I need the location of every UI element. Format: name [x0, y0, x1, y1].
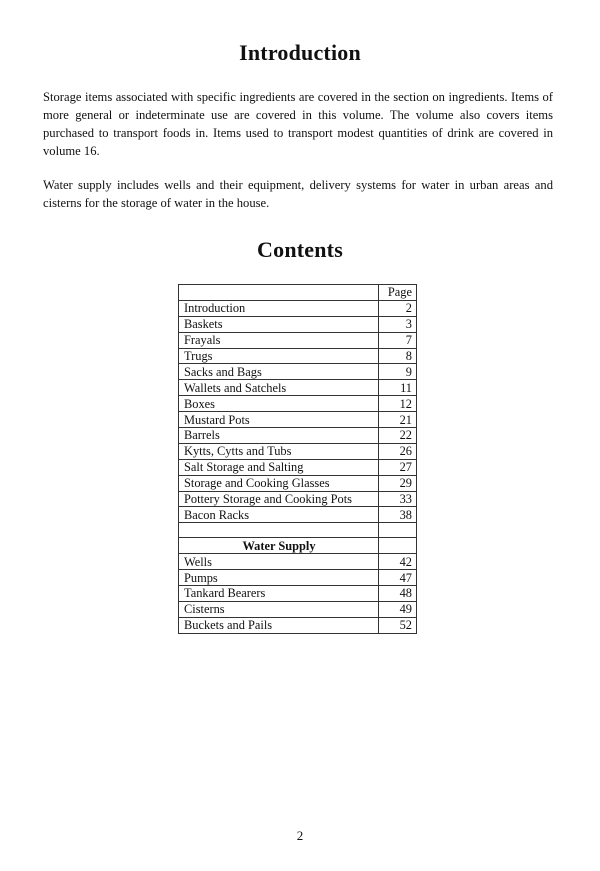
- entry-label: Barrels: [179, 428, 379, 444]
- contents-row: [179, 443, 417, 459]
- intro-paragraph-1: Storage items associated with specific ingredients are covered in the section on ingredients. Items of more general or indeterminate use are covered in this volume. The volume also covers items purchased to transport foods in. Items used to transport modest quantities of drink are covered in volume 16.: [43, 90, 553, 158]
- entry-label: Pumps: [179, 570, 379, 586]
- contents-row: [179, 459, 417, 475]
- contents-row: [179, 348, 417, 364]
- entry-page: 52: [379, 617, 417, 633]
- entry-label: Frayals: [179, 332, 379, 348]
- contents-header-blank: [179, 285, 379, 301]
- entry-page: 29: [379, 475, 417, 491]
- page-number: 2: [296, 828, 304, 843]
- section-heading: Water Supply: [179, 538, 379, 554]
- contents-row: [179, 412, 417, 428]
- entry-page: 33: [379, 491, 417, 507]
- intro-title: Introduction: [239, 40, 361, 65]
- entry-page: 42: [379, 554, 417, 570]
- entry-page: 49: [379, 601, 417, 617]
- entry-page: 3: [379, 316, 417, 332]
- entry-label: Bacon Racks: [179, 507, 379, 523]
- contents-row: [179, 396, 417, 412]
- contents-title: Contents: [257, 237, 343, 262]
- contents-row: [179, 380, 417, 396]
- contents-row: [179, 491, 417, 507]
- contents-row: [179, 316, 417, 332]
- contents-page-header: Page: [379, 285, 417, 301]
- contents-row: [179, 364, 417, 380]
- entry-page: 11: [379, 380, 417, 396]
- entry-label: Mustard Pots: [179, 412, 379, 428]
- contents-spacer-row: [179, 523, 417, 538]
- intro-paragraph-2: Water supply includes wells and their equipment, delivery systems for water in urban areas and cisterns for the storage of water in the house.: [43, 178, 553, 210]
- contents-row: [179, 475, 417, 491]
- entry-page: 27: [379, 459, 417, 475]
- entry-label: Baskets: [179, 316, 379, 332]
- entry-label: Trugs: [179, 348, 379, 364]
- entry-label: Wallets and Satchels: [179, 380, 379, 396]
- entry-page: 47: [379, 570, 417, 586]
- contents-row: [179, 428, 417, 444]
- contents-table: [178, 284, 417, 634]
- entry-page: 26: [379, 443, 417, 459]
- contents-row: [179, 617, 417, 633]
- entry-page: 9: [379, 364, 417, 380]
- contents-row: [179, 554, 417, 570]
- contents-row: [179, 570, 417, 586]
- entry-page: 21: [379, 412, 417, 428]
- entry-page: 8: [379, 348, 417, 364]
- entry-label: Sacks and Bags: [179, 364, 379, 380]
- entry-page: 7: [379, 332, 417, 348]
- entry-label: Buckets and Pails: [179, 617, 379, 633]
- entry-label: Tankard Bearers: [179, 586, 379, 602]
- section-heading-row: [179, 538, 417, 554]
- entry-page: 48: [379, 586, 417, 602]
- contents-row: [179, 507, 417, 523]
- entry-label: Wells: [179, 554, 379, 570]
- entry-label: Salt Storage and Salting: [179, 459, 379, 475]
- entry-label: Cisterns: [179, 601, 379, 617]
- entry-label: Kytts, Cytts and Tubs: [179, 443, 379, 459]
- entry-page: 22: [379, 428, 417, 444]
- entry-page: 2: [379, 300, 417, 316]
- entry-page: 38: [379, 507, 417, 523]
- contents-header-row: [179, 285, 417, 301]
- contents-row: [179, 601, 417, 617]
- contents-row: [179, 300, 417, 316]
- contents-row: [179, 332, 417, 348]
- entry-label: Storage and Cooking Glasses: [179, 475, 379, 491]
- contents-row: [179, 586, 417, 602]
- entry-label: Boxes: [179, 396, 379, 412]
- entry-page: 12: [379, 396, 417, 412]
- entry-label: Pottery Storage and Cooking Pots: [179, 491, 379, 507]
- entry-label: Introduction: [179, 300, 379, 316]
